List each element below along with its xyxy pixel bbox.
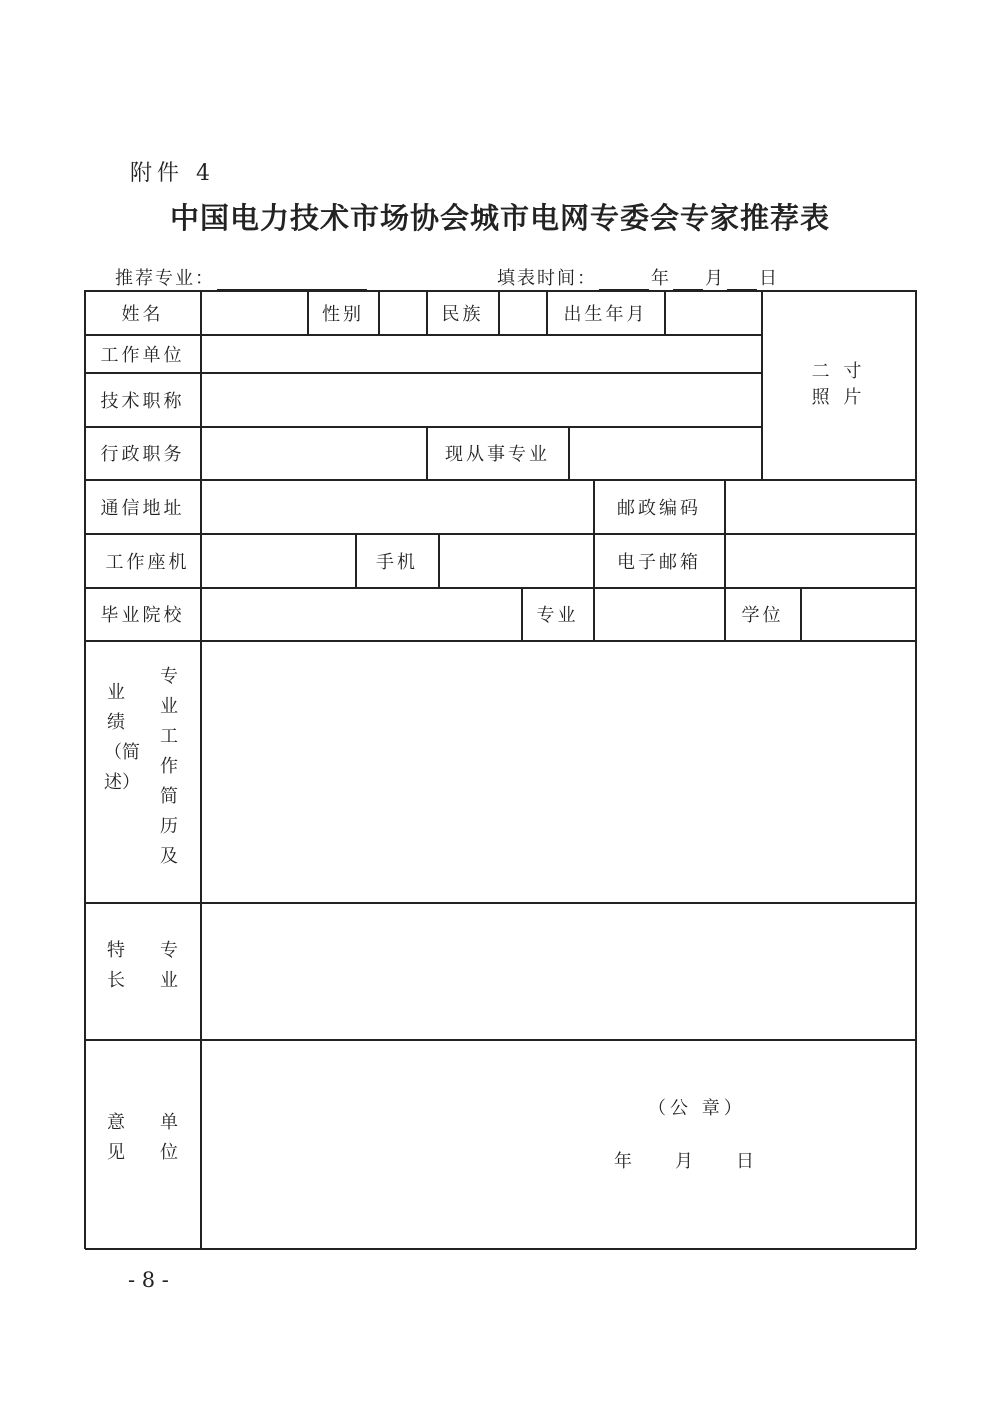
work-unit-label: 工作单位 bbox=[100, 344, 185, 366]
current-major-label: 现从事专业 bbox=[445, 444, 550, 465]
name-field[interactable] bbox=[201, 291, 307, 334]
office-phone-label: 工作座机 bbox=[105, 551, 190, 573]
address-field[interactable] bbox=[201, 480, 593, 533]
address-label: 通信地址 bbox=[100, 497, 185, 519]
form-title: 中国电力技术市场协会城市电网专委会专家推荐表 bbox=[169, 201, 830, 235]
opinion-label-col1: 意见 bbox=[107, 1112, 125, 1163]
fill-year-label: 年 bbox=[651, 268, 671, 289]
gender-label: 性别 bbox=[322, 303, 364, 325]
fill-day-blank[interactable] bbox=[727, 271, 757, 290]
resume-label-col2: 专业工作简历及 bbox=[160, 666, 178, 867]
fill-month-label: 月 bbox=[705, 268, 725, 289]
fill-time-line bbox=[497, 264, 779, 290]
photo-placeholder[interactable] bbox=[762, 291, 915, 479]
tech-title-field[interactable] bbox=[201, 373, 761, 426]
recommend-major-blank[interactable] bbox=[217, 271, 367, 290]
photo-label-line1: 二 寸 bbox=[811, 361, 866, 382]
attachment-label: 附件 4 bbox=[130, 161, 215, 186]
email-field[interactable] bbox=[725, 534, 915, 587]
official-seal-label: （公 章） bbox=[648, 1098, 746, 1119]
postcode-field[interactable] bbox=[725, 480, 915, 533]
fill-year-blank[interactable] bbox=[599, 271, 649, 290]
email-label: 电子邮箱 bbox=[617, 551, 701, 573]
gender-field[interactable] bbox=[379, 291, 426, 334]
opinion-label-col2: 单位 bbox=[160, 1112, 178, 1163]
postcode-label: 邮政编码 bbox=[617, 497, 701, 519]
opinion-year-label: 年 bbox=[614, 1151, 632, 1172]
admin-post-label: 行政职务 bbox=[100, 444, 185, 465]
fill-month-blank[interactable] bbox=[673, 271, 703, 290]
fill-time-label: 填表时间： bbox=[497, 268, 597, 289]
work-unit-field[interactable] bbox=[201, 335, 761, 372]
birth-field[interactable] bbox=[665, 291, 761, 334]
resume-label-col1: 业绩（简述） bbox=[104, 682, 140, 793]
name-label: 姓名 bbox=[121, 303, 164, 325]
degree-label: 学位 bbox=[741, 605, 784, 626]
major-field[interactable] bbox=[594, 588, 724, 640]
mobile-field[interactable] bbox=[439, 534, 593, 587]
speciality-label-col2: 专业 bbox=[160, 940, 178, 991]
mobile-label: 手机 bbox=[376, 551, 418, 573]
speciality-field[interactable] bbox=[201, 903, 915, 1039]
office-phone-field[interactable] bbox=[211, 534, 355, 587]
opinion-month-label: 月 bbox=[675, 1151, 693, 1172]
major-label: 专业 bbox=[536, 605, 579, 626]
school-label: 毕业院校 bbox=[100, 605, 185, 626]
recommend-major-label: 推荐专业： bbox=[115, 268, 215, 289]
fill-day-label: 日 bbox=[759, 268, 779, 289]
degree-field[interactable] bbox=[801, 588, 915, 640]
admin-post-field[interactable] bbox=[201, 427, 426, 479]
ethnicity-field[interactable] bbox=[499, 291, 546, 334]
tech-title-label: 技术职称 bbox=[100, 390, 185, 412]
opinion-day-label: 日 bbox=[736, 1151, 754, 1172]
speciality-label-col1: 特长 bbox=[107, 940, 125, 991]
opinion-field[interactable] bbox=[201, 1040, 915, 1248]
table-border-bottom bbox=[85, 1248, 916, 1250]
table-border-right bbox=[915, 290, 917, 1249]
page-number: - 8 - bbox=[128, 1268, 169, 1292]
birth-label: 出生年月 bbox=[563, 303, 648, 325]
photo-label-line2: 照 片 bbox=[811, 387, 866, 408]
ethnicity-label: 民族 bbox=[441, 303, 484, 325]
school-field[interactable] bbox=[201, 588, 521, 640]
recommend-major-line bbox=[115, 264, 369, 290]
resume-field[interactable] bbox=[201, 641, 915, 902]
current-major-field[interactable] bbox=[569, 427, 761, 479]
